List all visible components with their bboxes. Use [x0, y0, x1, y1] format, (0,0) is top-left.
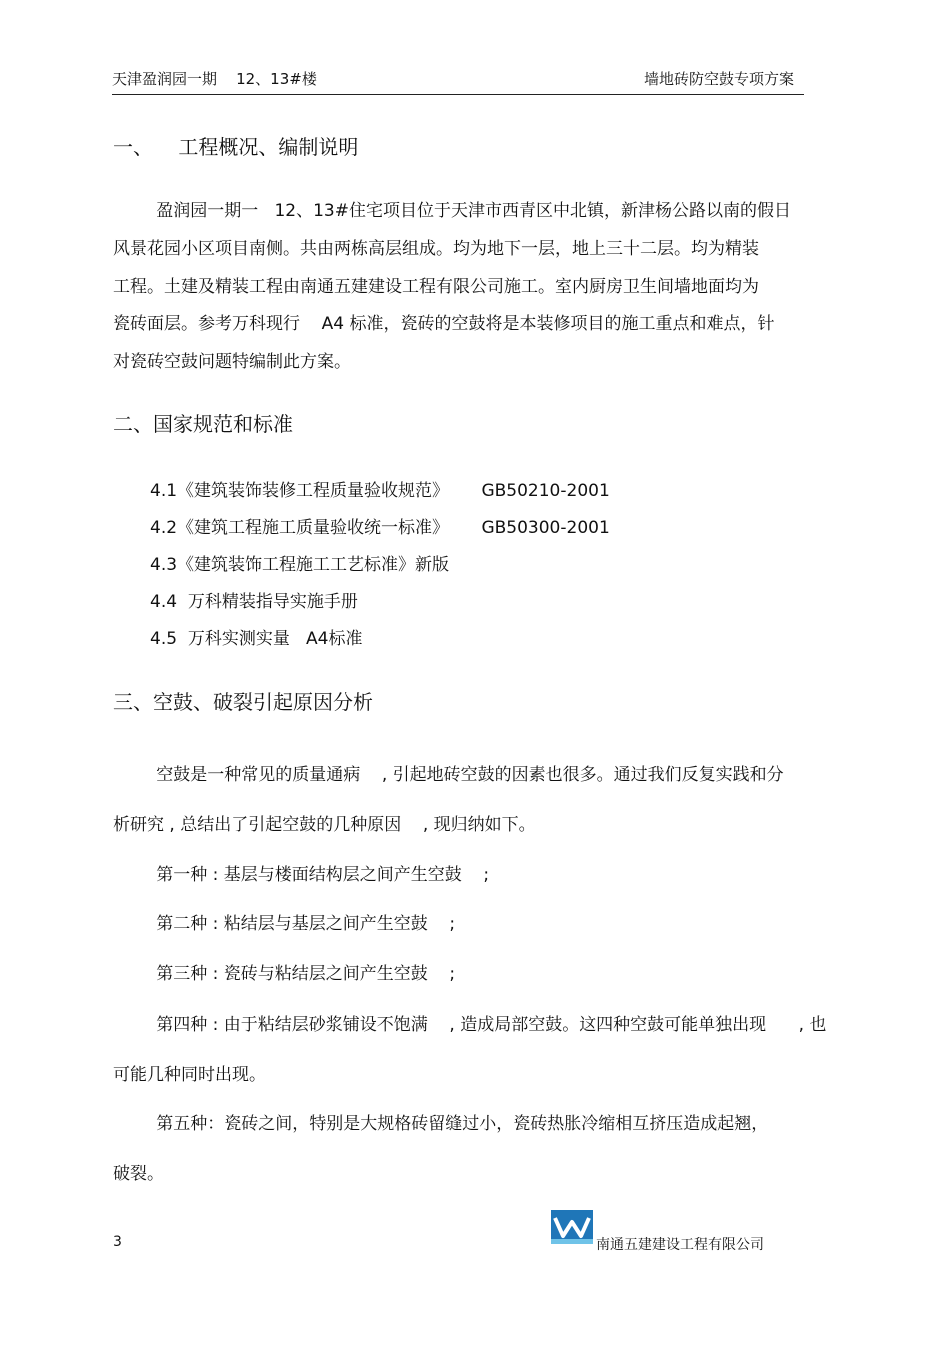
- reference-item: 4.3《建筑装饰工程施工工艺标准》新版: [150, 555, 450, 575]
- section1-heading: 一、 工程概况、编制说明: [113, 135, 359, 159]
- section3-line: 析研究 , 总结出了引起空鼓的几种原因 , 现归纳如下。: [113, 815, 536, 835]
- header-project: 天津盈润园一期 12、13#楼: [112, 70, 317, 88]
- section1-line: 风景花园小区项目南侧。共由两栋高层组成。均为地下一层，地上三十二层。均为精装: [113, 239, 759, 259]
- section2-heading: 二、国家规范和标准: [113, 412, 293, 436]
- reference-item: 4.1《建筑装饰装修工程质量验收规范》 GB50210-2001: [150, 481, 610, 501]
- section3-heading: 三、空鼓、破裂引起原因分析: [113, 690, 373, 714]
- section1-line: 瓷砖面层。参考万科现行 A4 标准，瓷砖的空鼓将是本装修项目的施工重点和难点，针: [113, 314, 775, 334]
- section1-line: 工程。土建及精装工程由南通五建建设工程有限公司施工。室内厨房卫生间墙地面均为: [113, 277, 759, 297]
- header-doc-title: 墙地砖防空鼓专项方案: [643, 70, 794, 88]
- reference-item: 4.2《建筑工程施工质量验收统一标准》 GB50300-2001: [150, 518, 610, 538]
- section3-line: 可能几种同时出现。: [113, 1065, 266, 1085]
- section1-line: 对瓷砖空鼓问题特编制此方案。: [113, 352, 351, 372]
- section3-line: 破裂。: [113, 1164, 164, 1184]
- section3-line: 第三种 : 瓷砖与粘结层之间产生空鼓 ;: [113, 964, 456, 984]
- page-header: [112, 66, 804, 95]
- section3-line: 第四种 : 由于粘结层砂浆铺设不饱满 , 造成局部空鼓。这四种空鼓可能单独出现 , 也: [113, 1015, 827, 1035]
- section3-line: 空鼓是一种常见的质量通病 , 引起地砖空鼓的因素也很多。通过我们反复实践和分: [113, 765, 784, 785]
- footer-company: 南通五建建设工程有限公司: [596, 1237, 764, 1253]
- section3-line: 第一种 : 基层与楼面结构层之间产生空鼓 ;: [113, 865, 490, 885]
- section3-line: 第二种 : 粘结层与基层之间产生空鼓 ;: [113, 914, 456, 934]
- company-logo-icon: [551, 1210, 593, 1244]
- section3-line: 第五种：瓷砖之间，特别是大规格砖留缝过小，瓷砖热胀冷缩相互挤压造成起翘，: [113, 1114, 769, 1134]
- reference-item: 4.5 万科实测实量 A4标准: [150, 629, 363, 649]
- section1-line: 盈润园一期一 12、13#住宅项目位于天津市西青区中北镇，新津杨公路以南的假日: [113, 201, 791, 221]
- page-number: 3: [113, 1234, 122, 1250]
- reference-item: 4.4 万科精装指导实施手册: [150, 592, 358, 612]
